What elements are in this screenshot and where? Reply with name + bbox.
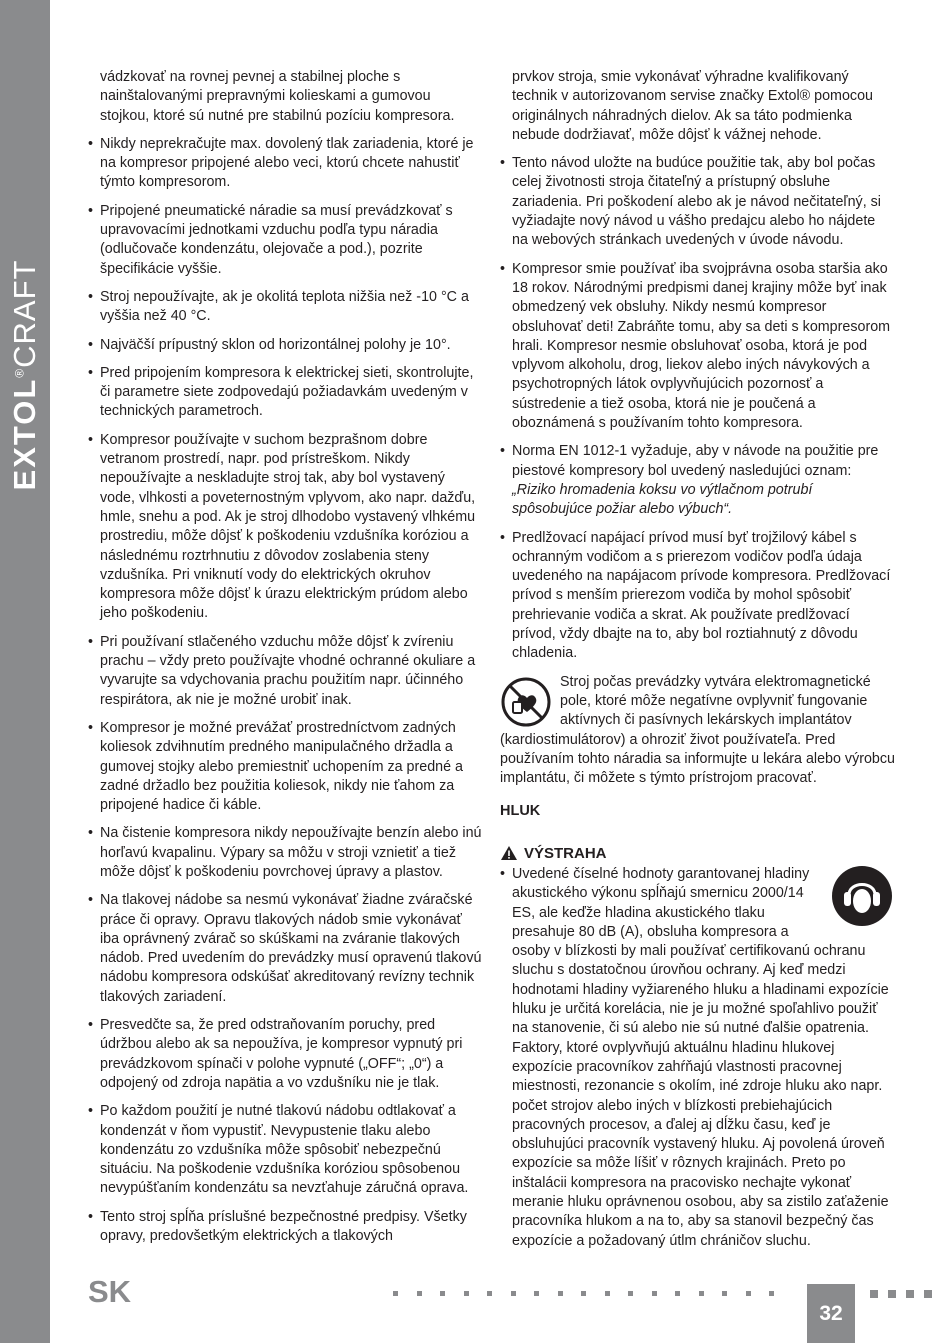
ear-protection-icon [831,865,893,927]
list-item: • Kompresor je možné prevážať prostredníctvom zadných koliesok zdvihnutím predného manipulačného držadla a gumovej stojky alebo premiestniť uchopením za predné a zadné držadlo bez použitia koliesok, nikdy nie ťahom za pripojené hadice či káble. [88,719,463,814]
intro-paragraph: vádzkovať na rovnej pevnej a stabilnej ploche s nainštalovanými prepravnými kolieskami a gumovou stojkou, ktoré sú nutné pre stabilnú pozíciu kompresora. [100,69,455,124]
list-item: • Najväčší prípustný sklon od horizontálnej polohy je 10°. [88,336,451,353]
list-item: • Presvedčte sa, že pred odstraňovaním poruchy, pred údržbou alebo ak sa nepoužíva, je kompresor vypnutý pri prevádzkovom spínači v polohe vypnuté („OFF“; „0“) a odpojený od zdroja napätia a vo vzdušníku nie je tlak. [88,1017,463,1091]
section-heading: HLUK [500,803,541,820]
continued-paragraph: prvkov stroja, smie vykonávať výhradne kvalifikovaný technik v autorizovanom servise značky Extol® pomocou originálnych náhradných dielov. Ak sa táto podmienka nebude dodržiavať, môže dôjsť k vážnej nehode. [512,69,873,143]
list-item: • Po každom použití je nutné tlakovú nádobu odtlakovať a kondenzát v ňom vypustiť. Nevypustenie tlaku alebo kondenzátu zo vzdušníka môže spôsobiť nebezpečnú situáciu. Na poškodenie vzdušníka koróziou spôsobenou nevypúšťaním kondenzátu sa nevzťahuje záručná oprava. [88,1103,469,1197]
list-item: • Pripojené pneumatické náradie sa musí prevádzkovať s upravovacími jednotkami vzduchu podľa typu náradia (odlučovače kondenzátu, olejovače a pod.), pozrite špecifikácie vyššie. [88,202,453,277]
brand-logo: EXTOL®CRAFT [7,259,42,491]
list-item: • Uvedené číselné hodnoty garantovanej hladiny akustického výkonu spĺňajú smernicu 2000/14 ES, ale keďže hladina akustického tlaku presahuje 80 dB (A), obsluha kompresora a osoby v blízkosti by mali používať certifikovanú ochranu sluchu s dostatočnou úrovňou ochrany. Aj keď medzi hodnotami hladiny vyžiareného hluku a hladinami expozície hluku je určitá korelácia, nie je ju možné spoľahlivo použiť na stanovenie, či sú alebo nie sú nutné ďalšie opatrenia. Faktory, ktoré ovplyvňujú aktuálnu hladinu hlukovej expozície pracovníkov zahŕňajú vlastnosti pracovnej miestnosti, rezonancie s okolím, iné zdroje hluku ako napr. počet strojov alebo iných v blízkosti prebiehajúcich pracovných procesov, a ďalej aj dĺžku času, keď je obsluhujúci pracovník vystavený hluku. Aj povolená úroveň expozície sa môže líšiť v rôznych krajinách. Preto po inštalácii kompresora na pracovisko nechajte vykonať meranie hluku oprávnenou osobou, aby sa zistilo zaťaženie pracovníka hlukom a na to, aby sa stanovil bezpečný čas expozície a požadovaný útlm chráničov sluchu. [500,865,895,1251]
footer-dots [393,1291,793,1296]
list-item: • Nikdy neprekračujte max. dovolený tlak zariadenia, ktoré je na kompresor pripojené alebo veci, ktorú chcete nahustiť týmto kompresorom. [88,135,474,191]
list-item: • Norma EN 1012-1 vyžaduje, aby v návode na použitie pre piestové kompresory bol uvedený nasledujúci oznam: „Riziko hromadenia koksu vo výtlačnom potrubí spôsobujúce požiar alebo výbuch“. [500,443,879,518]
list-item: • Pred pripojením kompresora k elektrickej sieti, skontrolujte, či parametre siete zodpovedajú požiadavkám uvedeným v technických parametroch. [88,364,474,420]
brand-sidebar [0,0,50,1343]
list-item: • Tento stroj spĺňa príslušné bezpečnostné predpisy. Všetky opravy, predovšetkým elektrických a tlakových [88,1208,467,1245]
list-item: • Na tlakovej nádobe sa nesmú vykonávať žiadne zváračské práce či opravy. Opravu tlakových nádob smie vykonávať iba oprávnený zvárač so skúškami na zváranie tlakových nádob. Pred uvedením do prevádzky musí opravenú tlakovú nádobu kompresora odskúšať akreditovaný revízny technik tlakových zariadení. [88,892,482,1005]
norm-quote: „Riziko hromadenia koksu vo výtlačnom potrubí spôsobujúce požiar alebo výbuch“. [512,481,813,518]
warning-heading: VÝSTRAHA [500,844,895,863]
list-item: • Tento návod uložte na budúce použitie tak, aby bol počas celej životnosti stroja čitateľný a prístupný obsluhe zariadenia. Pri poškodení alebo ak je návod nečitateľný, si vyžiadajte nový návod u vášho predajcu alebo ho nájdete na webových stránkach uvedených v úvode návodu. [500,155,881,249]
list-item: • Pri používaní stlačeného vzduchu môže dôjsť k zvíreniu prachu – vždy preto používajte vhodné ochranné okuliare a vyvarujte sa vdychovania prachu použitím napr. účinného respirátora, ak nie je možné urobiť inak. [88,633,476,708]
right-column [500,68,895,1260]
warning-icon [500,845,518,861]
list-item: • Stroj nepoužívajte, ak je okolitá teplota nižšia než -10 °C a vyššia než 40 °C. [88,288,469,325]
list-item: • Kompresor používajte v suchom bezprašnom dobre vetranom prostredí, napr. pod prístreškom. Nikdy nepoužívajte a neskladujte stroj tak, aby bol vystavený vode, vlhkosti a poveternostným vplyvom, ako napr. dažďu, hmle, snehu a pod. Ak je stroj dlhodobo vystavený vlhkému prostrediu, môže dôjsť k poškodeniu vzdušníka koróziou a následnému roztrhnutiu z dôvodov zoslabenia steny vzdušníka. Pri vniknutí vody do elektrických okruhov kompresora môže dôjsť k úrazu elektrickým prúdom alebo jeho poškodeniu. [88,431,476,622]
list-item: • Kompresor smie používať iba svojprávna osoba staršia ako 18 rokov. Národnými predpismi danej krajiny môže byť inak obmedzený vek obsluhy. Nikdy nesmú kompresor obsluhovať deti! Zabráňte tomu, aby sa deti s kompresorom hrali. Kompresor nesmie obsluhovať osoba, ktorá je pod vplyvom alkoholu, drog, liekov alebo iných návykových a psychotropných látok ovplyvňujúcich pozornosť a sústredenie a tiež osoba, ktorá nie je poučená a oboznámená s používaním tohto kompresora. [500,260,891,432]
page-number-dots [870,1290,942,1298]
no-pacemaker-icon [500,676,552,728]
list-item: • Predlžovací napájací prívod musí byť trojžilový kábel s ochranným vodičom a s prierezom vodičov podľa údaja uvedeného na napájacom prívode kompresora. Predlžovací prívod s menším prierezom vodiča by mohol spôsobiť prehrievanie vodiča a skrat. Ak používate predlžovací prívod, vždy dbajte na to, aby bol roztiahnutý z dôvodu chladenia. [500,529,891,662]
left-column [88,68,483,1255]
language-code: SK [88,1274,132,1309]
page-number: 32 [807,1284,855,1343]
emf-notice: Stroj počas prevádzky vytvára elektromagnetické pole, ktoré môže negatívne ovplyvniť fungovanie aktívnych či pasívnych lekárskych implantátov (kardiostimulátorov) a ohroziť život používateľa. Pred používaním tohto náradia sa informujte u lekára alebo výrobcu implantátu, či môžete s týmto prístrojom pracovať. [500,673,895,787]
list-item: • Na čistenie kompresora nikdy nepoužívajte benzín alebo inú horľavú kvapalinu. Výpary sa môžu v stroji vznietiť a tiež môže dôjsť k poškodeniu povrchovej úpravy a plastov. [88,825,482,880]
